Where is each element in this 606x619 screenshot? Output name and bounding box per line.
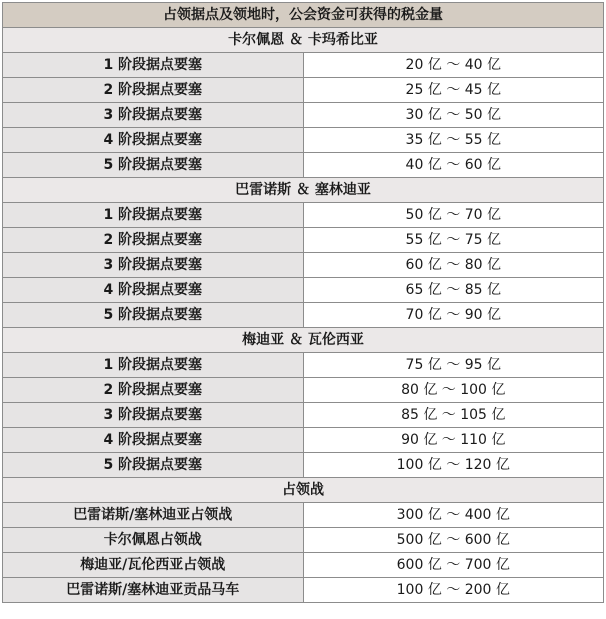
- table-row: [3, 228, 604, 253]
- row-label: 4 阶段据点要塞: [3, 428, 304, 453]
- row-value: 70 亿 ～ 90 亿: [303, 303, 604, 328]
- row-value: 100 亿 ～ 200 亿: [303, 578, 604, 603]
- row-value: 500 亿 ～ 600 亿: [303, 528, 604, 553]
- row-value: 20 亿 ～ 40 亿: [303, 53, 604, 78]
- table-title: 占领据点及领地时，公会资金可获得的税金量: [3, 3, 604, 28]
- row-value: 85 亿 ～ 105 亿: [303, 403, 604, 428]
- table-row: [3, 378, 604, 403]
- row-value: 50 亿 ～ 70 亿: [303, 203, 604, 228]
- table-row: [3, 78, 604, 103]
- tax-table-body: [3, 3, 604, 603]
- table-row: [3, 103, 604, 128]
- table-row: [3, 278, 604, 303]
- table-title-row: [3, 3, 604, 28]
- row-label: 卡尔佩恩占领战: [3, 528, 304, 553]
- table-row: [3, 403, 604, 428]
- tax-table-container: [2, 2, 604, 603]
- row-value: 40 亿 ～ 60 亿: [303, 153, 604, 178]
- table-row: [3, 53, 604, 78]
- row-value: 600 亿 ～ 700 亿: [303, 553, 604, 578]
- row-value: 65 亿 ～ 85 亿: [303, 278, 604, 303]
- section-header: 巴雷诺斯 ＆ 塞林迪亚: [3, 178, 604, 203]
- table-row: [3, 153, 604, 178]
- row-label: 5 阶段据点要塞: [3, 153, 304, 178]
- row-value: 60 亿 ～ 80 亿: [303, 253, 604, 278]
- table-row: [3, 528, 604, 553]
- row-label: 巴雷诺斯/塞林迪亚贡品马车: [3, 578, 304, 603]
- section-header: 卡尔佩恩 ＆ 卡玛希比亚: [3, 28, 604, 53]
- row-label: 5 阶段据点要塞: [3, 303, 304, 328]
- section-header-row: [3, 328, 604, 353]
- row-label: 1 阶段据点要塞: [3, 203, 304, 228]
- table-row: [3, 253, 604, 278]
- section-header-row: [3, 478, 604, 503]
- table-row: [3, 303, 604, 328]
- row-value: 80 亿 ～ 100 亿: [303, 378, 604, 403]
- row-label: 2 阶段据点要塞: [3, 78, 304, 103]
- row-value: 90 亿 ～ 110 亿: [303, 428, 604, 453]
- table-row: [3, 553, 604, 578]
- section-header: 占领战: [3, 478, 604, 503]
- table-row: [3, 428, 604, 453]
- tax-table: [2, 2, 604, 603]
- table-row: [3, 353, 604, 378]
- row-value: 100 亿 ～ 120 亿: [303, 453, 604, 478]
- row-value: 55 亿 ～ 75 亿: [303, 228, 604, 253]
- row-label: 2 阶段据点要塞: [3, 228, 304, 253]
- row-label: 4 阶段据点要塞: [3, 128, 304, 153]
- section-header-row: [3, 178, 604, 203]
- table-row: [3, 503, 604, 528]
- row-label: 4 阶段据点要塞: [3, 278, 304, 303]
- row-label: 巴雷诺斯/塞林迪亚占领战: [3, 503, 304, 528]
- section-header-row: [3, 28, 604, 53]
- row-label: 1 阶段据点要塞: [3, 53, 304, 78]
- row-value: 75 亿 ～ 95 亿: [303, 353, 604, 378]
- row-label: 5 阶段据点要塞: [3, 453, 304, 478]
- table-row: [3, 128, 604, 153]
- table-row: [3, 203, 604, 228]
- section-header: 梅迪亚 ＆ 瓦伦西亚: [3, 328, 604, 353]
- row-value: 35 亿 ～ 55 亿: [303, 128, 604, 153]
- table-row: [3, 453, 604, 478]
- row-value: 30 亿 ～ 50 亿: [303, 103, 604, 128]
- row-label: 3 阶段据点要塞: [3, 253, 304, 278]
- row-value: 25 亿 ～ 45 亿: [303, 78, 604, 103]
- table-row: [3, 578, 604, 603]
- row-label: 3 阶段据点要塞: [3, 103, 304, 128]
- row-label: 3 阶段据点要塞: [3, 403, 304, 428]
- row-label: 梅迪亚/瓦伦西亚占领战: [3, 553, 304, 578]
- row-label: 1 阶段据点要塞: [3, 353, 304, 378]
- row-label: 2 阶段据点要塞: [3, 378, 304, 403]
- row-value: 300 亿 ～ 400 亿: [303, 503, 604, 528]
